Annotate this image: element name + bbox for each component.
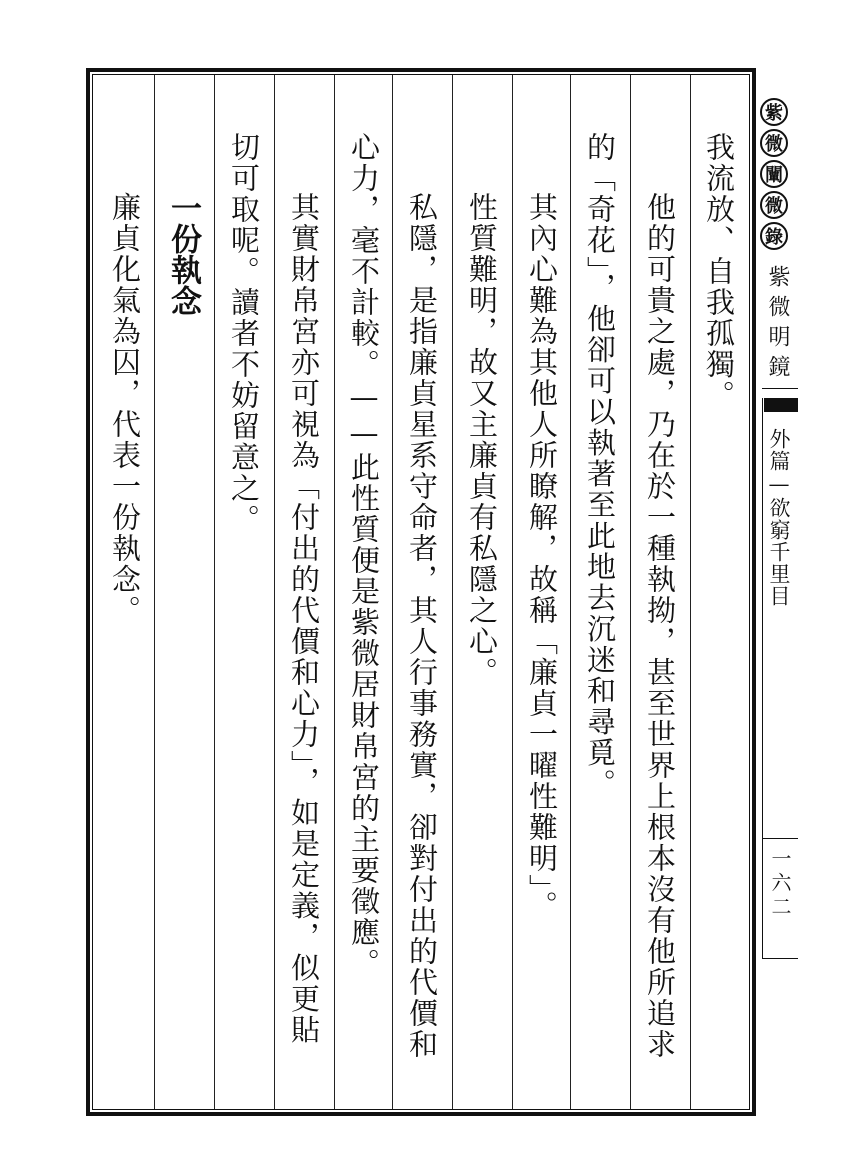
text-column: 心力，毫不計較。——此性質便是紫微居財帛宮的主要徵應。 [347,132,381,979]
circled-char: 錄 [760,222,788,250]
text-column: 其實財帛宮亦可視為「付出的代價和心力」，如是定義，似更貼 [287,192,321,1046]
column-divider [630,75,631,1109]
circled-series-mark [760,98,796,253]
text-column: 其內心難為其他人所瞭解，故稱「廉貞一曜性難明」。 [525,192,559,922]
circled-char: 微 [760,129,788,157]
column-divider [154,75,155,1109]
column-divider [334,75,335,1109]
circled-char: 微 [760,191,788,219]
series-title: 紫微明鏡 [765,265,790,385]
chapter-tab-marker [764,398,798,412]
column-divider [690,75,691,1109]
page-number: 一六二 [768,848,792,920]
margin-rule [762,388,798,389]
margin-vertical-rule [762,398,763,958]
column-divider [214,75,215,1109]
margin-rule [762,838,798,839]
section-heading: 一份執念 [165,192,201,316]
column-divider [570,75,571,1109]
column-divider [452,75,453,1109]
margin-rule [762,958,798,959]
text-column: 我流放、自我孤獨。 [702,132,736,411]
column-divider [274,75,275,1109]
text-column: 性質難明，故又主廉貞有私隱之心。 [465,192,499,688]
circled-char: 闡 [760,160,788,188]
text-column: 他的可貴之處，乃在於一種執拗，甚至世界上根本沒有他所追求 [643,192,677,1060]
text-column: 切可取呢。讀者不妨留意之。 [227,132,261,535]
column-divider [512,75,513,1109]
text-column: 私隱，是指廉貞星系守命者，其人行事務實，卻對付出的代價和 [405,192,439,1060]
column-divider [392,75,393,1109]
chapter-title: 外篇—欲窮千里目 [767,428,791,607]
text-column: 廉貞化氣為囚，代表一份執念。 [108,192,142,626]
text-column: 的「奇花」，他卻可以執著至此地去沉迷和尋覓。 [583,132,617,800]
circled-char: 紫 [760,98,788,126]
